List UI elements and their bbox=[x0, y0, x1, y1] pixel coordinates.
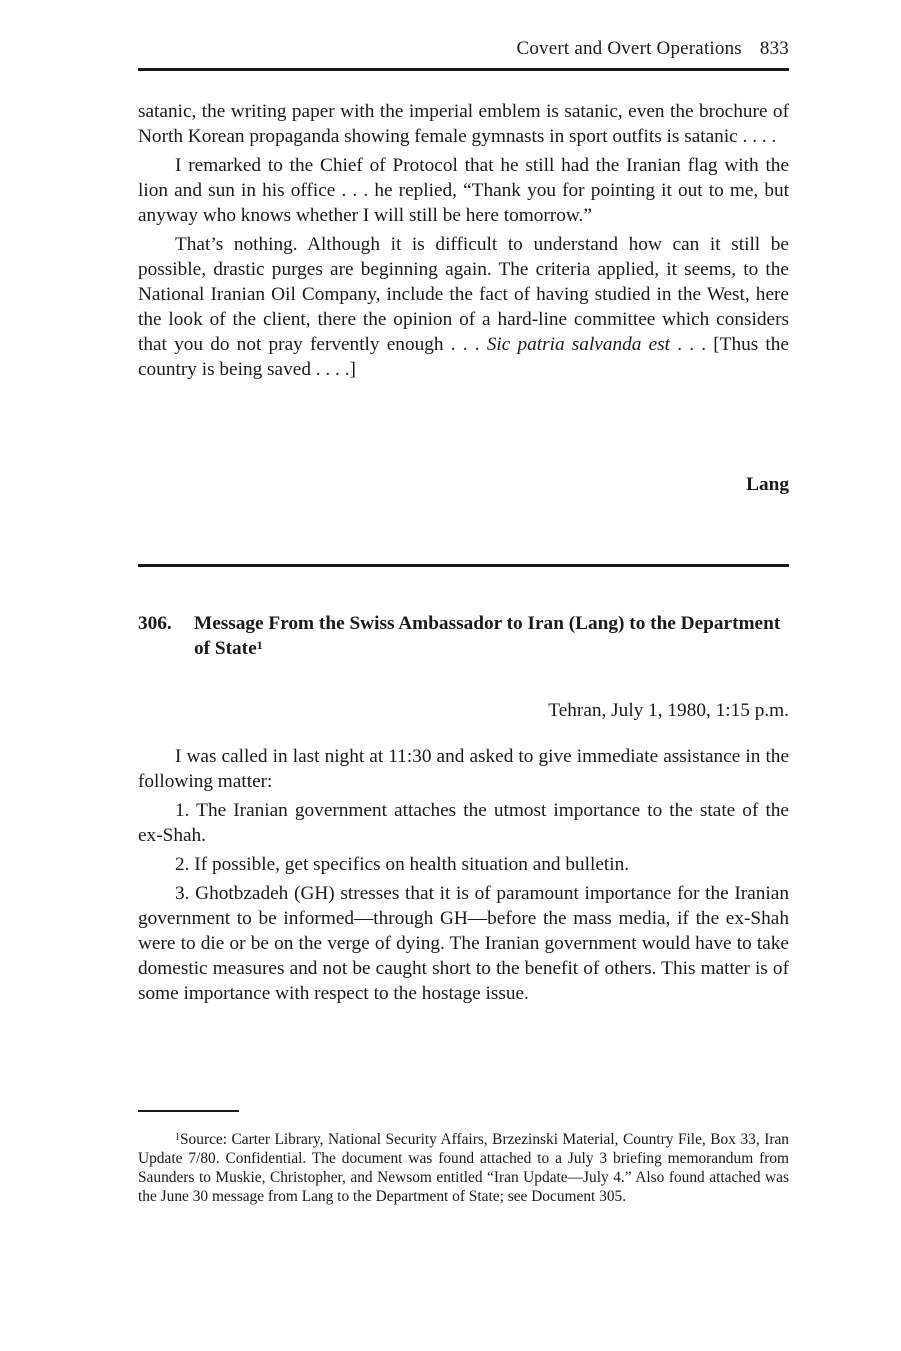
paragraph-text: . . . [Thus the country is being saved . . . .] bbox=[138, 334, 789, 380]
running-header bbox=[516, 38, 789, 60]
document-title-wrapper bbox=[194, 611, 789, 661]
paragraph-text: That’s nothing. Although it is difficult to understand how can it still be possible, drastic purges are beginning again. The criteria applied, it seems, to the National Iranian Oil Company, include the fact of having studied in the West, here the look of the client, there the opinion of a hard-line committee which considers that you do not pray fervently enough . . . bbox=[138, 234, 789, 355]
dateline: Tehran, July 1, 1980, 1:15 p.m. bbox=[548, 700, 789, 721]
body-paragraph bbox=[138, 232, 789, 382]
footnote-rule bbox=[138, 1110, 239, 1112]
page-number: 833 bbox=[759, 38, 789, 59]
document-title: Message From the Swiss Ambassador to Iran (Lang) to the Department of State bbox=[194, 613, 781, 659]
document-separator-rule bbox=[138, 564, 789, 567]
document-number: 306. bbox=[138, 613, 172, 634]
running-title: Covert and Overt Operations bbox=[516, 38, 742, 59]
footnote bbox=[138, 1130, 789, 1206]
footnote-marker: 1 bbox=[175, 1132, 180, 1143]
body-paragraph: 2. If possible, get specifics on health situation and bulletin. bbox=[175, 854, 630, 875]
body-paragraph: 3. Ghotbzadeh (GH) stresses that it is of paramount importance for the Iranian government to be informed—through GH—before the mass media, if the ex-Shah were to die or be on the verge of dying. The Iranian government would have to take domestic measures and not be caught short to the benefit of others. This matter is of some importance with respect to the hostage issue. bbox=[138, 883, 789, 1004]
document-heading bbox=[138, 611, 789, 661]
previous-document-continuation bbox=[138, 99, 789, 386]
signature: Lang bbox=[746, 474, 789, 495]
header-rule bbox=[138, 68, 789, 71]
document-body bbox=[138, 744, 789, 1010]
body-paragraph: satanic, the writing paper with the imperial emblem is satanic, even the brochure of North Korean propaganda showing female gymnasts in sport outfits is satanic . . . . bbox=[138, 101, 789, 147]
body-paragraph: I remarked to the Chief of Protocol that he still had the Iranian flag with the lion and sun in his office . . . he replied, “Thank you for pointing it out to me, but anyway who knows whether I will still be here tomorrow.” bbox=[138, 155, 789, 226]
latin-phrase: Sic patria salvanda est bbox=[486, 334, 671, 355]
body-paragraph: I was called in last night at 11:30 and asked to give immediate assistance in the following matter: bbox=[138, 746, 789, 792]
footnote-text: Source: Carter Library, National Security Affairs, Brzezinski Material, Country File, Box 33, Iran Update 7/80. Confidential. The document was found attached to a July 3 briefing memorandum from Saunders to Muskie, Christopher, and Newsom entitled “Iran Update—July 4.” Also found attached was the June 30 message from Lang to the Department of State; see Document 305. bbox=[138, 1131, 789, 1205]
footnote-reference: 1 bbox=[256, 638, 263, 652]
body-paragraph: 1. The Iranian government attaches the utmost importance to the state of the ex-Shah. bbox=[138, 800, 789, 846]
